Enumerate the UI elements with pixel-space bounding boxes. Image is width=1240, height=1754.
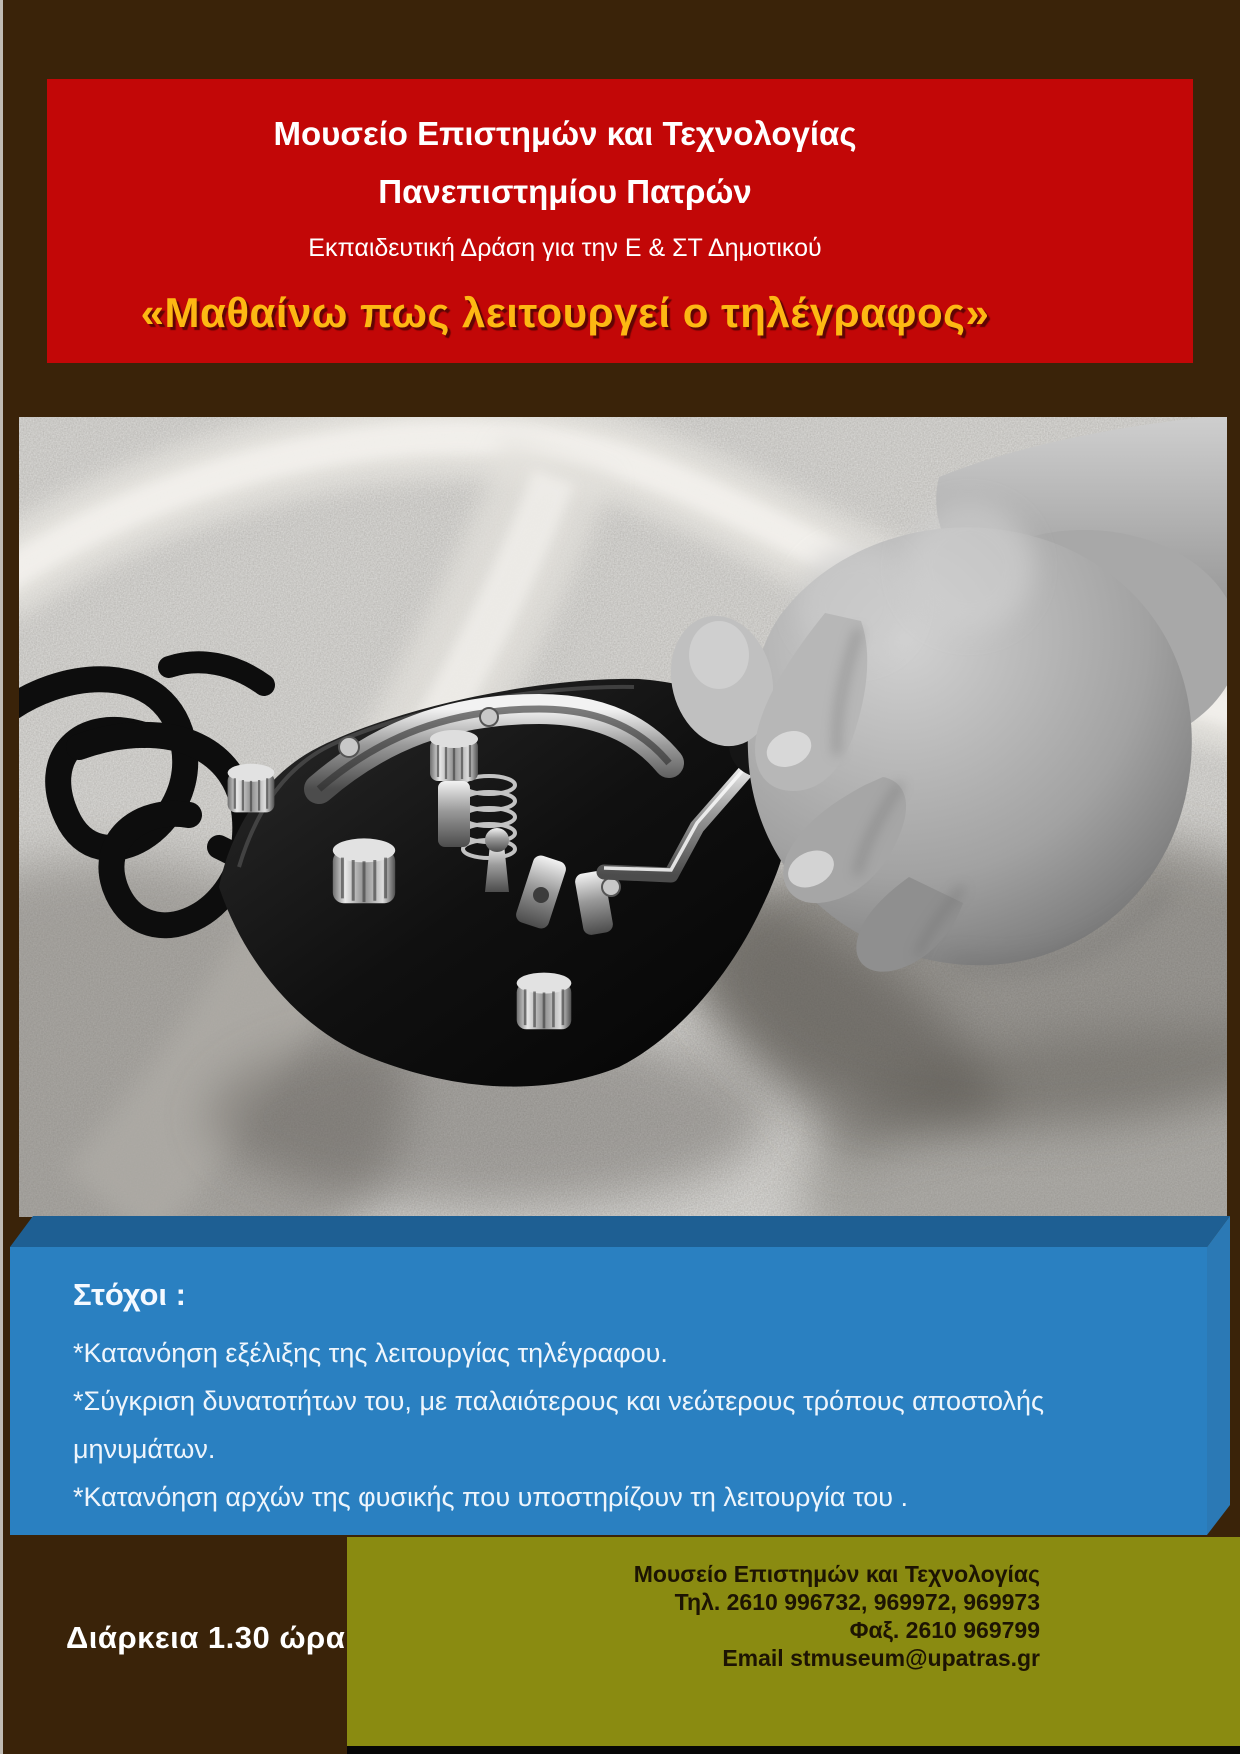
objective-line: *Κατανόηση αρχών της φυσικής που υποστηρίζουν τη λειτουργία του .: [73, 1482, 909, 1512]
museum-title-line2: Πανεπιστημίου Πατρών: [378, 173, 752, 210]
objectives-heading: Στόχοι :: [73, 1277, 186, 1312]
objectives-list: [73, 1329, 1167, 1521]
contact-phone: Τηλ. 2610 996732, 969972, 969973: [674, 1589, 1040, 1615]
knurled-knob: [228, 764, 275, 813]
telegraph-photo-illustration: [19, 417, 1227, 1217]
objectives-box-front: [10, 1247, 1207, 1535]
knurled-knob: [333, 838, 395, 903]
bottom-black-strip: [347, 1746, 1240, 1754]
objective-line: μηνυμάτων.: [73, 1434, 216, 1464]
contact-name: Μουσείο Επιστημών και Τεχνολογίας: [633, 1561, 1040, 1587]
education-action-subtitle: Εκπαιδευτική Δράση για την Ε & ΣΤ Δημοτικού: [308, 234, 822, 262]
knurled-knob: [517, 973, 572, 1030]
objectives-box: [10, 1216, 1232, 1535]
duration-text: Διάρκεια 1.30 ώρα: [66, 1620, 346, 1655]
contact-email: Email stmuseum@upatras.gr: [722, 1645, 1040, 1671]
activity-title: «Μαθαίνω πως λειτουργεί ο τηλέγραφος»: [140, 289, 990, 336]
page-left-edge-line: [0, 0, 3, 1754]
header-red-box: [47, 79, 1193, 363]
objective-line: *Κατανόηση εξέλιξης της λειτουργίας τηλέγραφου.: [73, 1338, 668, 1368]
contact-block: [634, 1560, 1040, 1672]
objective-line: *Σύγκριση δυνατοτήτων του, με παλαιότερους και νεώτερους τρόπους αποστολής: [73, 1386, 1044, 1416]
contact-fax: Φαξ. 2610 969799: [849, 1617, 1040, 1643]
footer-contact-panel: [347, 1537, 1240, 1754]
museum-title-line1: Μουσείο Επιστημών και Τεχνολογίας: [273, 115, 857, 152]
contact-post: [485, 828, 509, 892]
telegraph-key-photo: [19, 417, 1227, 1217]
